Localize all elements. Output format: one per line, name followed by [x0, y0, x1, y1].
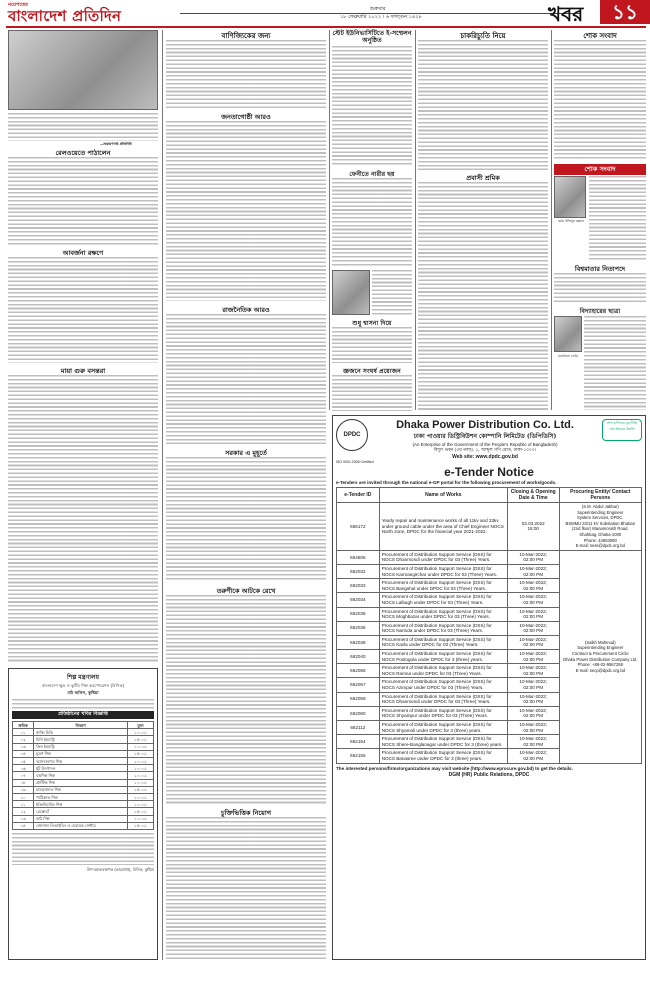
price-table-header: বিবরণ	[34, 722, 128, 729]
tender-id: 662040	[337, 650, 380, 664]
tender-id: 662154	[337, 735, 380, 749]
tender-work: Procurement of Distribution Support Service (DSS) for NOCS Dhanmondi under DPDC for 03 (Three) Years.	[379, 692, 507, 706]
headline-5[interactable]: জনতাগোষ্ঠী আরও	[221, 113, 271, 121]
tender-date: 10-Mar-2022; 02:00 PM	[507, 678, 559, 692]
byline: —নারায়ণগঞ্জ প্রতিনিধি	[100, 142, 132, 146]
tender-work: Procurement of Distribution Support Service (DSS) for NOCS Kamrangirchar under DPDC for 03 (Three) Years.	[379, 564, 507, 578]
tender-date: 10-Mar-2022; 02:00 PM	[507, 593, 559, 607]
tender-work: Procurement of Distribution Support Service (DSS) for NOCS Lalbagh under DPDC for 03 (Three) Years.	[379, 593, 507, 607]
table-cell: ১০০০/-	[128, 765, 154, 772]
tender-table	[336, 487, 642, 764]
headline-6[interactable]: রেলওয়েতে পাঠালেন	[55, 149, 111, 157]
tender-work: Procurement of Distribution Support Service (DSS) for NOCS Moghbazar under DPDC for 03 (Three) Years.	[379, 607, 507, 621]
tender-date: 10-Mar-2022; 02:00 PM	[507, 749, 559, 763]
headline-12[interactable]: রাজনৈতিক আরও	[222, 306, 270, 314]
article-body	[166, 457, 326, 582]
news-photo-student	[554, 316, 582, 352]
headline-20[interactable]: বিদ্যাহারের ছাত্রা	[579, 308, 621, 315]
tender-table-header: Closing & Opening Date & Time	[507, 488, 559, 503]
table-cell: ১৫০০/-	[128, 786, 154, 793]
tender-row	[337, 503, 642, 551]
article-body	[332, 178, 412, 266]
govt-badge: শেখ হাসিনার মূলনীতি গ্রাম শহরের উন্নতি	[602, 419, 642, 441]
table-cell: স্বাস্থ্যি চিকি	[34, 729, 128, 736]
tender-work: Procurement of Distribution Support Service (DSS) for NOCS Banasree under DPDC for 3 (three) years.	[379, 749, 507, 763]
article-body	[332, 327, 412, 363]
headline-16[interactable]: তরুণীকে আটকে রেখে	[216, 587, 276, 595]
tender-id: 662033	[337, 579, 380, 593]
tender-date: 10-Mar-2022; 02:00 PM	[507, 579, 559, 593]
photo-caption	[8, 113, 158, 141]
logo-tagline: নয়েপতের	[8, 2, 28, 8]
news-photo-portrait	[332, 270, 370, 315]
article-body	[166, 121, 326, 301]
headline-18[interactable]: শোক সংবাদ	[554, 164, 646, 175]
article-body	[8, 157, 158, 245]
article-body	[584, 316, 646, 410]
table-cell: ১৩	[13, 815, 34, 822]
table-cell: জোনাল ডিভাইডিং ও মেরামত সেন্টার	[34, 822, 128, 829]
ad-office: মাঠ অফিস, কুষ্টিয়া	[67, 690, 99, 695]
tender-id: 662038	[337, 635, 380, 649]
headline-8[interactable]: ফেনীতে নারীর ছয়	[349, 171, 395, 178]
column-rule	[551, 30, 552, 410]
article-body	[554, 40, 646, 160]
table-cell: ১১	[13, 801, 34, 808]
table-cell: ১০০০/-	[128, 801, 154, 808]
dpdc-tender-notice	[332, 415, 646, 960]
article-body	[166, 595, 326, 805]
tender-id: 662034	[337, 593, 380, 607]
table-cell: ০৯	[13, 786, 34, 793]
table-cell: ০৪	[13, 750, 34, 757]
section-title: খবর	[548, 2, 584, 26]
company-name: Dhaka Power Distribution Co. Ltd.	[396, 419, 574, 431]
tender-work: Procurement of Distribution Support Service (DSS) for NOCS Shere-Banglanagar under DPDC for 3 (three) years.	[379, 735, 507, 749]
tender-date: 10-Mar-2022; 02:00 PM	[507, 621, 559, 635]
newspaper-logo[interactable]	[8, 2, 121, 24]
table-row	[13, 743, 154, 750]
ad-org: শিল্প মন্ত্রণালয়	[66, 675, 100, 681]
tender-work: Procurement of Distribution Support Service (DSS) for NOCS Ramna under DPDC for 03 (Three) Years.	[379, 664, 507, 678]
table-cell: ০৭	[13, 772, 34, 779]
table-row	[13, 801, 154, 808]
tender-date: 10-Mar-2022; 02:00 PM	[507, 564, 559, 578]
table-cell: ১০০০/-	[128, 729, 154, 736]
ad-footer: উপ-মহাব্যবস্থাপক (ভারপ্রাপ্ত), বিসিক, কুষ্টিয়া	[86, 867, 154, 873]
tender-id: 662057	[337, 678, 380, 692]
company-name-bn: ঢাকা পাওয়ার ডিস্ট্রিবিউশন কোম্পানি লিমিটেড (ডিপিডিসি)	[413, 433, 557, 440]
table-cell: ১৫০০/-	[128, 736, 154, 743]
tender-id: 662036	[337, 621, 380, 635]
table-cell: ১০০০/-	[128, 772, 154, 779]
headline-3[interactable]: চাকরিচ্যুতি নিয়ে	[460, 32, 506, 40]
tender-date: 03.03.2022 15:00	[507, 503, 559, 551]
tender-work: Procurement of Distribution Support Service (DSS) for NOCS Bangshal under DPDC for 03 (Three) Years.	[379, 579, 507, 593]
table-cell: পাঠিকাত শিল্প	[34, 794, 128, 801]
table-cell: চামড়াজাত শিল্প	[34, 786, 128, 793]
table-cell: ১৫০০/-	[128, 750, 154, 757]
table-cell: ১২	[13, 808, 34, 815]
tender-id: 662155	[337, 749, 380, 763]
table-cell: বস্ত্রশিল্প শিল্প	[34, 772, 128, 779]
tender-work: Procurement of Distribution Support Service (DSS) for NOCS Shyamoli under DPDC for 3 (three) years.	[379, 721, 507, 735]
column-rule	[415, 30, 416, 410]
tender-work: Procurement of Distribution Support Service (DSS) for NOCS Shyampur under DPDC for 03 (Three) Years.	[379, 706, 507, 720]
table-row	[13, 786, 154, 793]
bscic-advertisement	[8, 668, 158, 960]
table-cell: ১০	[13, 794, 34, 801]
article-body	[166, 314, 326, 444]
headline-14[interactable]: সরকার এ মুহূর্তে	[225, 449, 267, 457]
tender-date: 10-Mar-2022; 02:00 PM	[507, 735, 559, 749]
headline-17[interactable]: চুক্তিভিত্তিক নিয়োগ	[220, 809, 272, 817]
headline-1[interactable]: বাণিজ্যিকের জন্য	[221, 32, 271, 40]
table-row	[13, 765, 154, 772]
tender-table-header: Name of Works	[379, 488, 507, 503]
article-body	[332, 375, 412, 411]
tender-date: 10-Mar-2022; 02:00 PM	[507, 607, 559, 621]
price-table	[12, 721, 154, 830]
headline-15[interactable]: মায়া গুরু বসন্তরা	[60, 367, 106, 375]
tender-work: Procurement of Distribution Support Service (DSS) for NOCS Azimpur under DPDC for 03 (Three) Years.	[379, 678, 507, 692]
table-cell: ১০০০/-	[128, 794, 154, 801]
ad-title: প্রতিষ্ঠানের খবির বিজ্ঞপ্তি	[12, 711, 154, 719]
price-table-header: ক্রমিক	[13, 722, 34, 729]
tender-row	[337, 550, 642, 564]
date-label: ১৮ ফেব্রুয়ারি ২০২২ । ৬ ফাল্গুন ১৪২৮	[340, 14, 422, 20]
article-body	[589, 176, 646, 261]
table-cell: ০৫	[13, 758, 34, 765]
headline-2[interactable]: স্টেট ইউনিভার্সিটিতে ই-সম্মেলন অনুষ্ঠিত	[332, 30, 412, 44]
column-rule	[162, 30, 163, 960]
headline-4[interactable]: শোক সংবাদ	[583, 32, 617, 40]
article-body	[166, 40, 326, 110]
article-body	[554, 273, 646, 303]
table-row	[13, 779, 154, 786]
tender-id: 662056	[337, 664, 380, 678]
tender-id: 654505	[337, 550, 380, 564]
dpdc-seal-icon: DPDC	[336, 419, 368, 451]
table-cell: ১০০০/-	[128, 779, 154, 786]
table-cell: ০৮	[13, 779, 34, 786]
article-body	[418, 40, 548, 170]
tender-table-header: e-Tender ID	[337, 488, 380, 503]
tender-date: 10-Mar-2022; 02:00 PM	[507, 706, 559, 720]
table-cell: ০৬	[13, 765, 34, 772]
logo-title: বাংলাদেশ প্রতিদিন	[8, 7, 122, 25]
table-cell: আসবাবপত্র শিল্প	[34, 758, 128, 765]
tender-date: 10-Mar-2022; 02:00 PM	[507, 550, 559, 564]
table-row	[13, 729, 154, 736]
table-cell: প্লাস্টিক শিল্প	[34, 779, 128, 786]
tender-id: 656172	[337, 503, 380, 551]
table-cell: ১৪	[13, 822, 34, 829]
headline-13[interactable]: আবর্জনা রক্ষণে	[62, 249, 104, 257]
notice-footer: The interested persons/firms/organizations may visit website (http://www.eprocure.gov.bd) to get the details.	[336, 765, 573, 771]
table-cell: ১০০০/-	[128, 743, 154, 750]
article-body	[372, 270, 412, 315]
column-rule	[329, 30, 330, 410]
tender-work: Procurement of Distribution Support Service (DSS) for NOCS Postogola under DPDC for 3 (three) years.	[379, 650, 507, 664]
table-row	[13, 815, 154, 822]
table-cell: ১০০০/-	[128, 815, 154, 822]
procuring-entity-1: (S.M. Abdul Jabbar) Superintending Engineer System Services, DPDC. BSMMU 33/11 kV Substation Bhaban (2nd floor) Manamonish Road, Shahbag, Dhaka-1000 Phone: 44863090 E-mail: sess@dpdc.org.bd	[559, 503, 641, 551]
notice-intro: e-Tenders are invited through the national e-GP portal for the following procurement of works/goods.	[336, 480, 557, 485]
ad-text	[12, 699, 154, 709]
company-address: বিদ্যুৎ ভবন (৩য় তলা), ১, আব্দুল গণি রোড, ঢাকা-১০০০।	[433, 448, 537, 453]
table-cell: ১০০০/-	[128, 758, 154, 765]
tender-work: Procurement of Distribution Support Service (DSS) for NOCS Kazla under DPDC for 03 (Three) Years.	[379, 635, 507, 649]
headline-10[interactable]: শুধু শ্বাসনা দিয়ে	[352, 320, 392, 327]
headline-11[interactable]: জ্ঞজনে সংঘর্ষ প্রয়োজন	[343, 368, 401, 375]
table-row	[13, 736, 154, 743]
obituary-name-1: মোঃ খলিলুর রহমান	[557, 219, 585, 223]
tender-table-header: Procuring Entity/ Contact Persons	[559, 488, 641, 503]
article-body	[332, 46, 412, 166]
masthead-rule	[6, 26, 646, 28]
table-cell: মুদ্রণ শিল্প	[34, 750, 128, 757]
table-cell: চিনি ইন্ডাস্ট্রি	[34, 736, 128, 743]
ad-suborg: বাংলাদেশ ক্ষুদ্র ও কুটির শিল্প করপোরেশন (বিসিক)	[41, 683, 125, 688]
tender-date: 10-Mar-2022; 02:00 PM	[507, 692, 559, 706]
table-cell: ১৫০০/-	[128, 822, 154, 829]
tender-id: 662060	[337, 706, 380, 720]
tender-id: 662059	[337, 692, 380, 706]
tender-date: 10-Mar-2022; 02:00 PM	[507, 664, 559, 678]
page-number: ১১	[600, 0, 650, 24]
tender-work: Procurement of Distribution Support Service (DSS) for NOCS Dhanmondi under DPDC for 03 (Three) Years.	[379, 550, 507, 564]
tender-work: Yearly repair and maintenance works of all 11kv and 33kv under ground cable under the area of Chief Engineer NOCS North zone, DPDC for the financial year 2021-2022.	[379, 503, 507, 551]
company-website[interactable]: Web site: www.dpdc.gov.bd	[452, 454, 518, 460]
table-cell: ১৫০০/-	[128, 808, 154, 815]
obituary-photo	[554, 176, 586, 218]
table-cell: ০১	[13, 729, 34, 736]
news-photo-ceremony	[8, 30, 158, 110]
table-row	[13, 772, 154, 779]
obituary-name-2: মনোয়ারা বেগম	[558, 354, 578, 358]
day-label: শুক্রবার	[370, 6, 386, 12]
tender-id: 662112	[337, 721, 380, 735]
table-cell: ইঞ্জিনিয়ারিং শিল্প	[34, 801, 128, 808]
table-cell: ০২	[13, 736, 34, 743]
table-cell: রেস্তোরাঁ	[34, 808, 128, 815]
tender-date: 10-Mar-2022; 02:00 PM	[507, 721, 559, 735]
masthead	[0, 0, 650, 26]
tender-id: 662032	[337, 564, 380, 578]
tender-work: Procurement of Distribution Support Service (DSS) for NOCS Narinda under DPDC for 03 (Three) Years.	[379, 621, 507, 635]
article-body	[8, 375, 158, 663]
procuring-entity-2: (Saikh Mahmud) Superintending Engineer Contract & Procurement Circle Dhaka Power Distribution Company Ltd. Phone: +88-02-9567258 E-mail: secp@dpdc.org.bd	[559, 550, 641, 763]
table-row	[13, 758, 154, 765]
iso-cert: ISO 9001:2008 Certified	[336, 460, 374, 464]
article-body	[8, 257, 158, 363]
notice-title: e-Tender Notice	[444, 465, 534, 479]
table-row	[13, 808, 154, 815]
table-cell: কাঠ শিল্প	[34, 815, 128, 822]
table-row	[13, 750, 154, 757]
table-cell: ০৩	[13, 743, 34, 750]
tender-id: 662035	[337, 607, 380, 621]
table-row	[13, 794, 154, 801]
headline-19[interactable]: বিশ্বমাতার নিতাপদে	[574, 265, 626, 273]
article-body	[418, 182, 548, 410]
ad-text	[12, 833, 154, 865]
company-subtitle: (An Enterprise of the Government of the People's Republic of Bangladesh)	[412, 442, 558, 447]
tender-date: 10-Mar-2022; 02:00 PM	[507, 635, 559, 649]
tender-date: 10-Mar-2022; 02:00 PM	[507, 650, 559, 664]
table-cell: ইট উৎপাদন	[34, 765, 128, 772]
table-cell: ক্রিম ইন্ডাস্ট্রি	[34, 743, 128, 750]
table-row	[13, 822, 154, 829]
notice-signature: DGM (HR) Public Relations, DPDC	[448, 771, 530, 778]
article-body	[166, 817, 326, 960]
headline-9[interactable]: প্রবাসী শ্রমিক	[466, 174, 500, 182]
price-table-header: মূল্য	[128, 722, 154, 729]
